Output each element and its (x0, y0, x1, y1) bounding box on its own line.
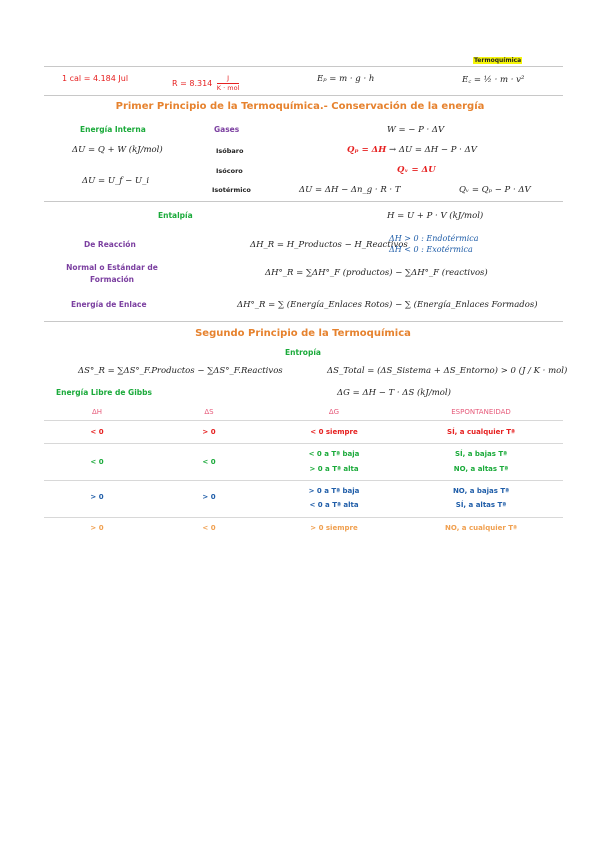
row1-espontaneidad: SÍ, a cualquier Tª (447, 428, 515, 436)
table-rule-1 (44, 443, 563, 444)
potential-energy-eq: Eₚ = m · g · h (317, 74, 375, 84)
internal-energy-eq: ΔU = Q + W (kJ/mol) (72, 145, 163, 155)
row4-ds: < 0 (202, 524, 216, 532)
row4-dh: > 0 (90, 524, 104, 532)
formacion-label: Formación (89, 275, 135, 284)
energia-interna-label: Energía Interna (80, 125, 146, 134)
section1-title: Primer Principio de la Termoquímica.- Conservación de la energía (115, 101, 485, 112)
section2-title: Segundo Principio de la Termoquímica (195, 328, 411, 339)
internal-energy-diff-eq: ΔU = U_f − U_i (82, 176, 150, 186)
col-dg-header: ΔG (328, 408, 340, 416)
top-rule (44, 66, 563, 67)
rule-1 (44, 95, 563, 96)
table-rule-3 (44, 517, 563, 518)
table-rule-2 (44, 480, 563, 481)
col-dh-header: ΔH (91, 408, 103, 416)
isocoro-label: Isócoro (216, 167, 243, 175)
endo-label: ΔH > 0 : Endotérmica (389, 234, 479, 243)
enthalpy-eq: H = U + P · V (kJ/mol) (387, 211, 484, 221)
row2-esp-low: SÍ, a bajas Tª (454, 450, 508, 458)
row2-dg-low: < 0 a Tª baja (308, 450, 360, 458)
reaccion-label: De Reacción (84, 240, 136, 249)
r-unit-num: J (227, 74, 230, 82)
row2-esp-high: NO, a altas Tª (453, 465, 509, 473)
r-value: R = 8.314 (172, 79, 213, 88)
rule-2 (44, 201, 563, 202)
gases-label: Gases (214, 125, 240, 134)
isotermico-eq: ΔU = ΔH − Δn_g · R · T (299, 185, 401, 195)
r-constant (172, 74, 239, 93)
rule-3 (44, 321, 563, 322)
entropia-label: Entropía (285, 348, 321, 357)
entropy-eq: ΔS°_R = ∑ΔS°_F.Productos − ∑ΔS°_F.Reactivos (78, 366, 283, 376)
estandar-label: Normal o Estándar de (66, 263, 158, 272)
col-ds-header: ΔS (204, 408, 214, 416)
row2-dg-high: > 0 a Tª alta (309, 465, 359, 473)
row3-esp-high: SÍ, a altas Tª (455, 501, 507, 509)
bond-energy-eq: ΔH°_R = ∑ (Energía_Enlaces Rotos) − ∑ (Energía_Enlaces Formados) (237, 300, 538, 310)
row3-ds: > 0 (202, 493, 216, 501)
row3-dh: > 0 (90, 493, 104, 501)
reaction-enthalpy-eq: ΔH_R = H_Productos − H_Reactivos (250, 240, 408, 250)
isobaro-eq (347, 145, 477, 155)
total-entropy-eq: ΔS_Total = (ΔS_Sistema + ΔS_Entorno) > 0 (J / K · mol) (327, 366, 568, 376)
work-eq: W = − P · ΔV (387, 125, 445, 135)
col-espontaneidad-header: ESPONTANEIDAD (451, 408, 511, 416)
exo-label: ΔH < 0 : Exotérmica (389, 245, 473, 254)
qv-eq: Qᵥ = Qₚ − P · ΔV (459, 185, 531, 195)
row4-espontaneidad: NO, a cualquier Tª (445, 524, 517, 532)
row1-dg: < 0 siempre (310, 428, 358, 436)
row1-ds: > 0 (202, 428, 216, 436)
isobaro-rest-eq: → ΔU = ΔH − P · ΔV (389, 145, 477, 155)
isobaro-label: Isóbaro (216, 147, 244, 155)
entalpia-label: Entalpía (158, 211, 193, 220)
row2-ds: < 0 (202, 458, 216, 466)
gibbs-eq: ΔG = ΔH − T · ΔS (kJ/mol) (337, 388, 451, 398)
gibbs-label: Energía Libre de Gibbs (56, 388, 152, 397)
table-rule-0 (44, 420, 563, 421)
row3-esp-low: NO, a bajas Tª (452, 487, 510, 495)
cal-constant: 1 cal = 4.184 Jul (62, 74, 129, 83)
isocoro-eq: Qᵥ = ΔU (397, 165, 436, 175)
kinetic-energy-eq: E꜀ = ½ · m · v² (462, 75, 525, 85)
row1-dh: < 0 (90, 428, 104, 436)
qp-eq: Qₚ = ΔH (347, 145, 387, 155)
standard-enthalpy-eq: ΔH°_R = ∑ΔH°_F (productos) − ∑ΔH°_F (reactivos) (265, 268, 488, 278)
row4-dg: > 0 siempre (310, 524, 358, 532)
enlace-label: Energía de Enlace (71, 300, 147, 309)
row3-dg-high: < 0 a Tª alta (309, 501, 359, 509)
row2-dh: < 0 (90, 458, 104, 466)
header-tag: Termoquímica (474, 57, 522, 64)
r-unit-den: K · mol (216, 84, 240, 92)
isotermico-label: Isotérmico (212, 186, 251, 194)
row3-dg-low: > 0 a Tª baja (308, 487, 360, 495)
